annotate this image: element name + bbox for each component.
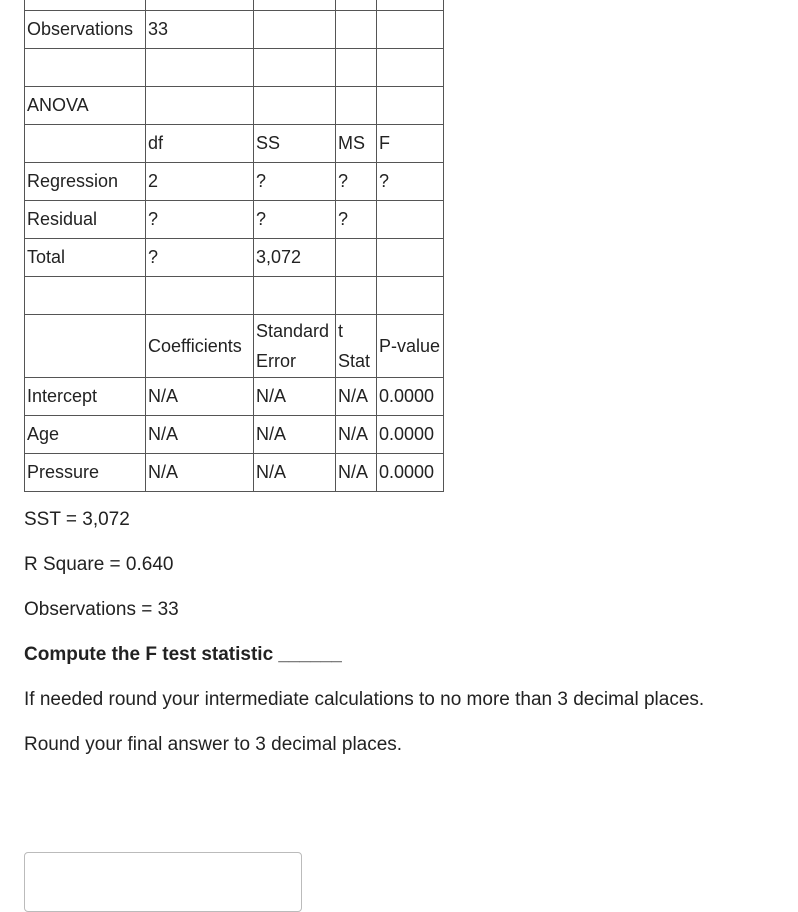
table-cell: ? (336, 163, 377, 201)
given-sst: SST = 3,072 (24, 509, 130, 530)
table-cell (377, 87, 444, 125)
table-cell (254, 277, 336, 315)
table-cell: N/A (254, 378, 336, 416)
table-cell (336, 277, 377, 315)
table-cell: ? (146, 239, 254, 277)
rounding-instruction-final: Round your final answer to 3 decimal places. (24, 734, 403, 755)
table-cell (254, 87, 336, 125)
table-cell: N/A (146, 454, 254, 492)
row-label: Residual (25, 201, 146, 239)
column-header: t Stat (336, 315, 377, 378)
column-header: P-value (377, 315, 444, 378)
table-row (25, 454, 444, 492)
table-row (25, 0, 444, 11)
table-cell: ? (254, 201, 336, 239)
table-cell (254, 49, 336, 87)
table-cell: ? (146, 201, 254, 239)
given-observations: Observations = 33 (24, 599, 179, 620)
table-cell: 2 (146, 163, 254, 201)
section-title: ANOVA (25, 87, 146, 125)
table-cell: N/A (146, 416, 254, 454)
table-row (25, 11, 444, 49)
table-cell (254, 11, 336, 49)
table-cell (146, 87, 254, 125)
row-label: Pressure (25, 454, 146, 492)
column-header: SS (254, 125, 336, 163)
table-cell: N/A (254, 416, 336, 454)
column-header: MS (336, 125, 377, 163)
column-header: Standard Error (254, 315, 336, 378)
table-cell: 3,072 (254, 239, 336, 277)
table-cell (377, 49, 444, 87)
table-row (25, 277, 444, 315)
table-cell: 0.0000 (377, 454, 444, 492)
table-cell (146, 277, 254, 315)
row-label: Total (25, 239, 146, 277)
table-row (25, 416, 444, 454)
row-label: Observations (25, 11, 146, 49)
table-cell (146, 0, 254, 11)
table-row (25, 87, 444, 125)
table-cell: N/A (336, 454, 377, 492)
answer-input[interactable] (24, 852, 302, 912)
coefficients-header-row (25, 315, 444, 378)
table-cell: 0.0000 (377, 416, 444, 454)
given-r-square: R Square = 0.640 (24, 554, 174, 575)
table-cell (377, 11, 444, 49)
column-header: Coefficients (146, 315, 254, 378)
table-cell (336, 87, 377, 125)
table-cell (377, 277, 444, 315)
column-header: df (146, 125, 254, 163)
row-label: Regression (25, 163, 146, 201)
table-row (25, 163, 444, 201)
table-cell: N/A (146, 378, 254, 416)
regression-output-table (24, 0, 444, 492)
table-cell (377, 239, 444, 277)
table-cell (336, 11, 377, 49)
anova-header-row (25, 125, 444, 163)
rounding-instruction-intermediate: If needed round your intermediate calculations to no more than 3 decimal places. (24, 689, 705, 710)
table-row (25, 49, 444, 87)
table-cell: ? (254, 163, 336, 201)
table-cell: ? (336, 201, 377, 239)
table-cell (25, 277, 146, 315)
row-label: Intercept (25, 378, 146, 416)
table-cell (25, 49, 146, 87)
table-cell: N/A (336, 378, 377, 416)
table-cell (25, 0, 146, 11)
table-cell (146, 49, 254, 87)
table-row (25, 378, 444, 416)
table-cell: 0.0000 (377, 378, 444, 416)
table-cell (336, 239, 377, 277)
table-cell (377, 0, 444, 11)
table-cell: N/A (254, 454, 336, 492)
table-cell (254, 0, 336, 11)
table-row (25, 201, 444, 239)
table-cell (25, 125, 146, 163)
table-cell (377, 201, 444, 239)
table-cell: N/A (336, 416, 377, 454)
column-header: F (377, 125, 444, 163)
table-cell (336, 49, 377, 87)
row-label: Age (25, 416, 146, 454)
table-cell: ? (377, 163, 444, 201)
table-cell (336, 0, 377, 11)
table-cell (25, 315, 146, 378)
table-row (25, 239, 444, 277)
question-prompt: Compute the F test statistic ______ (24, 644, 342, 665)
table-cell: 33 (146, 11, 254, 49)
